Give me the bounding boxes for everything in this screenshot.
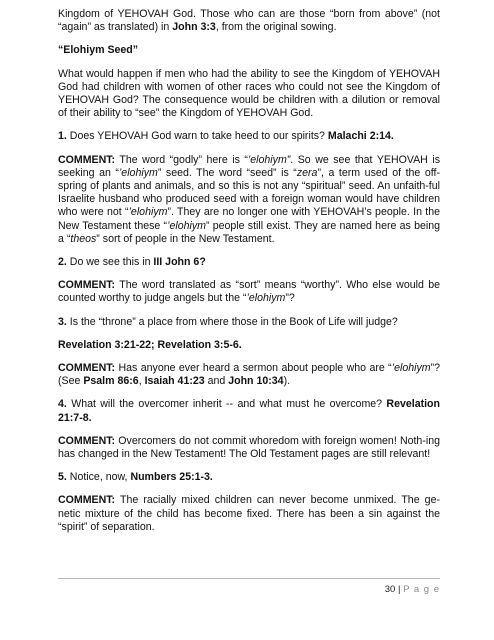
page-number: 30 <box>384 584 396 595</box>
text-run: theos <box>70 232 97 245</box>
text-run: ’elohiym <box>246 292 286 305</box>
text-run: COMMENT: <box>58 494 116 507</box>
question-5 <box>58 471 440 484</box>
text-run: COMMENT: <box>58 279 116 292</box>
text-run: COMMENT: <box>58 362 116 375</box>
text-run: ” sort of people in the New Testament. <box>96 232 275 245</box>
text-run: Kingdom of YEHOVAH God. Those who can are those “born from above” (not “again” as translated) in <box>58 8 440 34</box>
text-run: What would happen if men who had the ability to see the Kingdom of YEHOVAH God had children with women of other races who could not see the Kingdom of YEHOVAH God? The consequence would be children with a dilution or removal of their ability to “see” the Kingdom of YEHOVAH God. <box>58 67 440 120</box>
text-run: Overcomers do not commit whoredom with foreign women! Noth-ing has changed in the New Testament! The Old Testament pages are still relevant! <box>58 434 440 461</box>
comment-4 <box>58 435 440 461</box>
text-run: III John 6? <box>153 256 206 269</box>
text-run: ’elohiym <box>128 206 168 219</box>
text-run: Does YEHOVAH God warn to take heed to our spirits? <box>66 130 328 143</box>
paragraph-continuation <box>58 8 440 34</box>
comment-2 <box>58 279 440 305</box>
comment-1 <box>58 154 440 246</box>
text-run: Revelation 3:21-22; Revelation 3:5-6. <box>58 338 242 351</box>
text-run: ”? (See <box>58 362 440 388</box>
text-run: . So we see that YEHOVAH is seeking an “ <box>58 153 440 179</box>
text-run: Isaiah 41:23 <box>144 375 205 388</box>
text-run: , <box>138 375 145 388</box>
section-heading <box>58 44 440 57</box>
text-run: The racially mixed children can never become unmixed. The ge-netic mixture of the child has become fixed. There has been a sin against the “spirit” of separation. <box>58 494 440 533</box>
text-run: Malachi 2:14. <box>327 130 394 143</box>
text-run: Psalm 86:6 <box>83 375 139 388</box>
text-run: ”? <box>285 292 295 305</box>
text-run: Revelation 21:7-8. <box>58 398 440 424</box>
question-4 <box>58 398 440 424</box>
text-run: John 3:3 <box>172 21 216 34</box>
text-run: The word “godly” here is “ <box>115 153 248 166</box>
text-run: COMMENT: <box>58 153 116 166</box>
text-run: 5. <box>58 471 67 484</box>
text-run: “Elohiym Seed” <box>58 44 139 57</box>
text-run: ” seed. The word “seed” is “ <box>157 166 297 179</box>
text-run: zera <box>296 166 318 179</box>
document-body <box>58 8 440 544</box>
text-run: 4. <box>58 398 67 411</box>
text-run: , from the original sowing. <box>215 21 337 34</box>
text-run: ” people still exist. They are named here as being a “ <box>58 219 440 245</box>
text-run: COMMENT: <box>58 434 116 447</box>
text-run: ’elohiym <box>167 219 206 232</box>
question-1 <box>58 130 440 143</box>
question-2 <box>58 256 440 269</box>
text-run: and <box>204 375 229 388</box>
question-3 <box>58 316 440 329</box>
text-run: ). <box>283 375 291 388</box>
page-footer <box>58 578 440 595</box>
text-run: John 10:34 <box>228 375 284 388</box>
text-run: 3. <box>58 315 67 328</box>
text-run: ’elohiym” <box>247 153 291 166</box>
text-run: ”, a term used of the off-spring of plants and animals, and so this is not any “spiritual” seed. An unfaith-ful Israelite husband who produced seed with a foreign woman would have children who were not “ <box>58 166 441 219</box>
text-run: Do we see this in <box>66 256 154 269</box>
text-run: Has anyone ever heard a sermon about people who are “ <box>115 362 392 375</box>
text-run: ’elohiym <box>118 166 158 179</box>
text-run: 2. <box>58 256 67 269</box>
reference-3 <box>58 339 440 352</box>
page-separator: | <box>397 584 401 595</box>
text-run: The word translated as “sort” means “worthy”. Who else would be counted worthy to judge angels but the “ <box>58 279 440 305</box>
text-run: ’elohiym <box>391 362 431 375</box>
page-label: P a g e <box>403 584 440 595</box>
text-run: Notice, now, <box>66 471 131 484</box>
comment-3 <box>58 362 440 388</box>
text-run: 1. <box>58 130 67 143</box>
text-run: Numbers 25:1-3. <box>130 471 213 484</box>
text-run: What will the overcomer inherit -- and what must he overcome? <box>66 398 387 411</box>
paragraph-intro <box>58 68 440 121</box>
text-run: Is the “throne” a place from where those in the Book of Life will judge? <box>66 315 398 328</box>
text-run: ”. They are no longer one with YEHOVAH’s people. In the New Testament these “ <box>58 206 440 232</box>
comment-5 <box>58 494 440 534</box>
